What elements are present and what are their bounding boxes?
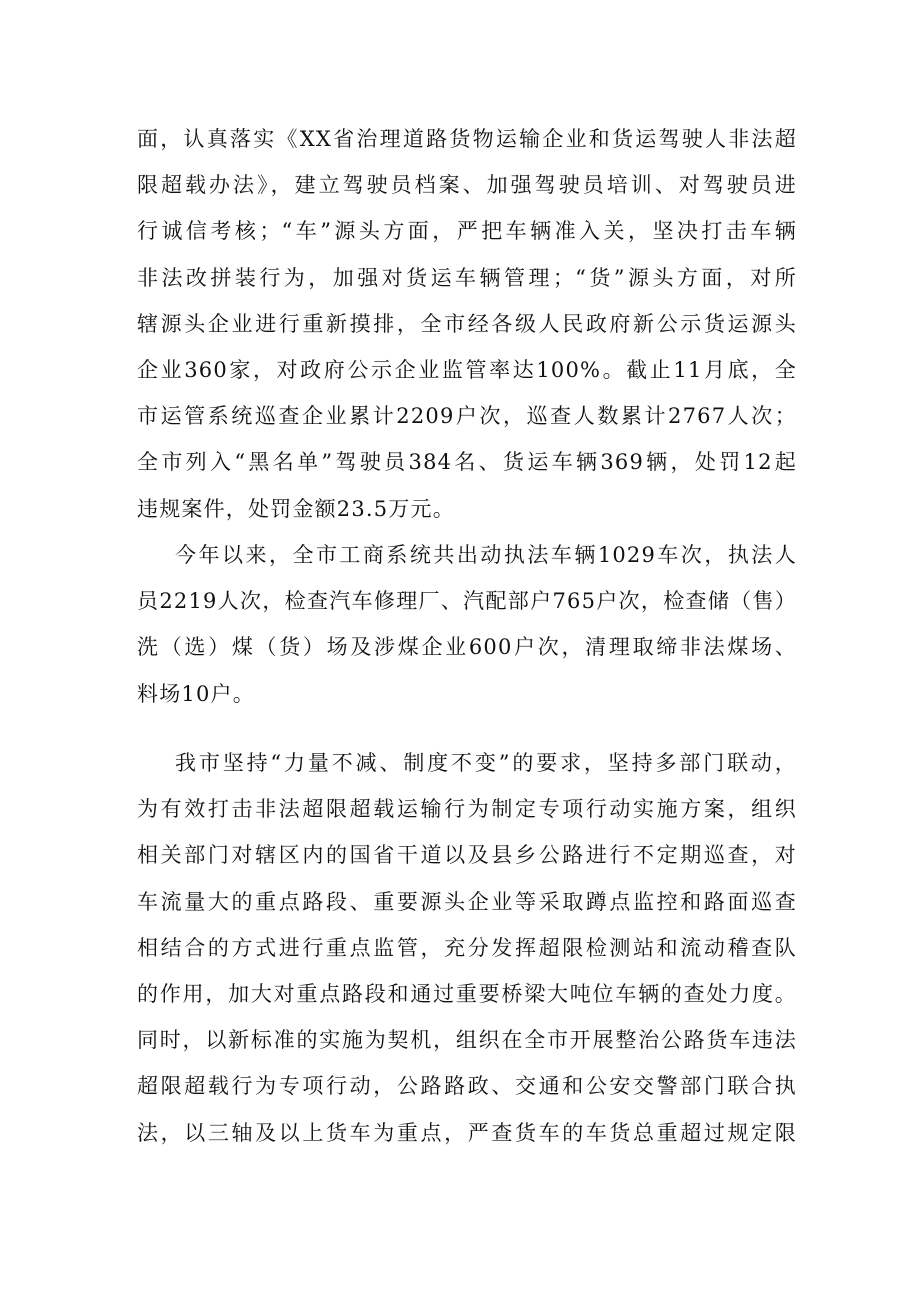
- paragraph-line: 同时，以新标准的实施为契机，组织在全市开展整治公路货车违法: [137, 1028, 797, 1053]
- paragraph-line: 洗（选）煤（货）场及涉煤企业600户次，清理取缔非法煤场、: [137, 635, 797, 660]
- paragraph-line: 车流量大的重点路段、重要源头企业等采取蹲点监控和路面巡查: [137, 889, 797, 914]
- paragraph-line: 料场10户。: [137, 681, 255, 706]
- paragraph-line: 市运管系统巡查企业累计2209户次，巡查人数累计2767人次；: [137, 404, 797, 429]
- paragraph-line: 相关部门对辖区内的国省干道以及县乡公路进行不定期巡查，对: [137, 843, 797, 868]
- paragraph-line: 相结合的方式进行重点监管，充分发挥超限检测站和流动稽查队: [137, 935, 797, 960]
- paragraph-line: 今年以来，全市工商系统共出动执法车辆1029车次，执法人: [175, 543, 797, 567]
- paragraph-line: 员2219人次，检查汽车修理厂、汽配部户765户次，检查储（售）: [137, 589, 797, 614]
- paragraph-3: [137, 740, 797, 1156]
- paragraph-line: 非法改拼装行为，加强对货运车辆管理；“货”源头方面，对所: [137, 265, 797, 290]
- paragraph-line: 的作用，加大对重点路段和通过重要桥梁大吨位车辆的查处力度。: [137, 981, 797, 1006]
- paragraph-1: [137, 116, 797, 532]
- paragraph-line: 辖源头企业进行重新摸排，全市经各级人民政府新公示货运源头: [137, 311, 797, 336]
- paragraph-line: 为有效打击非法超限超载运输行为制定专项行动实施方案，组织: [137, 797, 797, 822]
- paragraph-line: 法，以三轴及以上货车为重点，严查货车的车货总重超过规定限: [137, 1120, 797, 1145]
- paragraph-line: 面，认真落实《XX省治理道路货物运输企业和货运驾驶人非法超: [137, 127, 797, 151]
- paragraph-line: 企业360家，对政府公示企业监管率达100%。截止11月底，全: [137, 357, 797, 382]
- paragraph-line: 限超载办法》，建立驾驶员档案、加强驾驶员培训、对驾驶员进: [137, 173, 797, 198]
- paragraph-line: 超限超载行为专项行动，公路路政、交通和公安交警部门联合执: [137, 1074, 797, 1099]
- paragraph-line: 我市坚持“力量不减、制度不变”的要求，坚持多部门联动，: [175, 751, 797, 775]
- paragraph-line: 全市列入“黑名单”驾驶员384名、货运车辆369辆，处罚12起: [137, 450, 797, 475]
- paragraph-2: [137, 532, 797, 717]
- paragraph-line: 违规案件，处罚金额23.5万元。: [137, 496, 455, 521]
- paragraph-line: 行诚信考核；“车”源头方面，严把车辆准入关，坚决打击车辆: [137, 219, 797, 244]
